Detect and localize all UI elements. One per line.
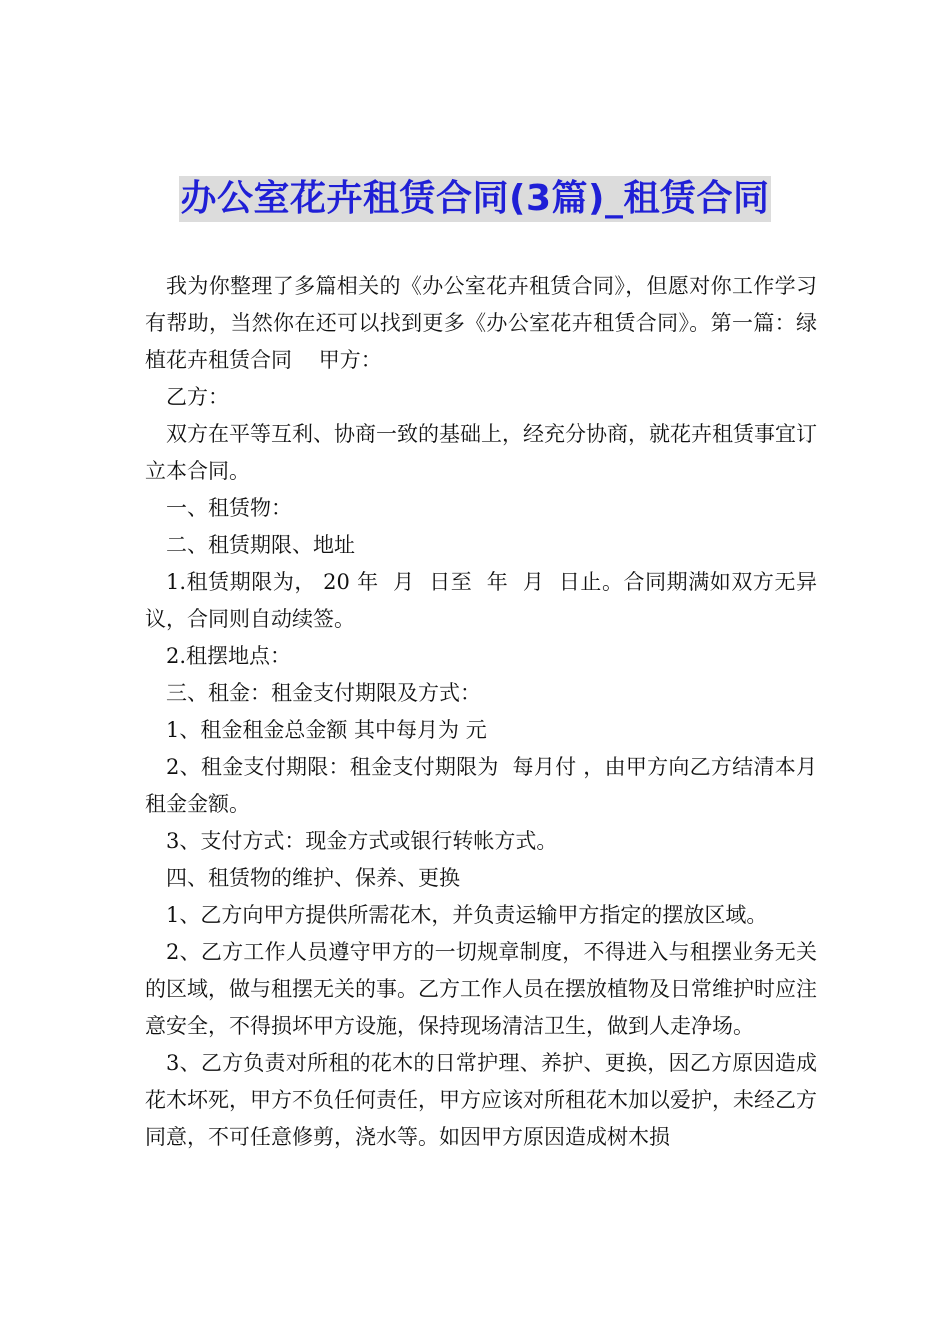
paragraph: 乙方： bbox=[166, 385, 229, 409]
paragraph: 我为你整理了多篇相关的《办公室花卉租赁合同》，但愿对你工作学习有帮助，当然你在还可以找到更多《办公室花卉租赁合同》。第一篇：绿植花卉租赁合同 甲方： bbox=[145, 274, 817, 372]
paragraph: 一、租赁物： bbox=[166, 496, 292, 520]
paragraph: 1、租金租金总金额 其中每月为 元 bbox=[166, 718, 487, 742]
paragraph: 3、支付方式：现金方式或银行转帐方式。 bbox=[166, 829, 558, 853]
paragraph: 双方在平等互利、协商一致的基础上，经充分协商，就花卉租赁事宜订立本合同。 bbox=[145, 422, 817, 483]
paragraph: 1.租赁期限为， 20 年 月 日至 年 月 日止。合同期满如双方无异议，合同则自动续签。 bbox=[145, 570, 817, 631]
document-title: 办公室花卉租赁合同(3篇)_租赁合同 bbox=[179, 176, 772, 222]
paragraph: 三、租金：租金支付期限及方式： bbox=[166, 681, 481, 705]
paragraph: 2、乙方工作人员遵守甲方的一切规章制度，不得进入与租摆业务无关的区域，做与租摆无关的事。乙方工作人员在摆放植物及日常维护时应注意安全，不得损坏甲方设施，保持现场清洁卫生，做到人走净场。 bbox=[145, 940, 817, 1038]
title-container bbox=[0, 176, 950, 222]
paragraph: 2、租金支付期限：租金支付期限为 每月付 ，由甲方向乙方结清本月租金金额。 bbox=[145, 755, 817, 816]
paragraph: 3、乙方负责对所租的花木的日常护理、养护、更换，因乙方原因造成花木坏死，甲方不负任何责任，甲方应该对所租花木加以爱护，未经乙方同意，不可任意修剪，浇水等。如因甲方原因造成树木损 bbox=[145, 1051, 817, 1149]
paragraph: 1、乙方向甲方提供所需花木，并负责运输甲方指定的摆放区域。 bbox=[166, 903, 768, 927]
paragraph: 二、租赁期限、地址 bbox=[166, 533, 355, 557]
document-body bbox=[145, 268, 817, 1156]
paragraph: 2.租摆地点： bbox=[166, 644, 292, 668]
paragraph: 四、租赁物的维护、保养、更换 bbox=[166, 866, 460, 890]
